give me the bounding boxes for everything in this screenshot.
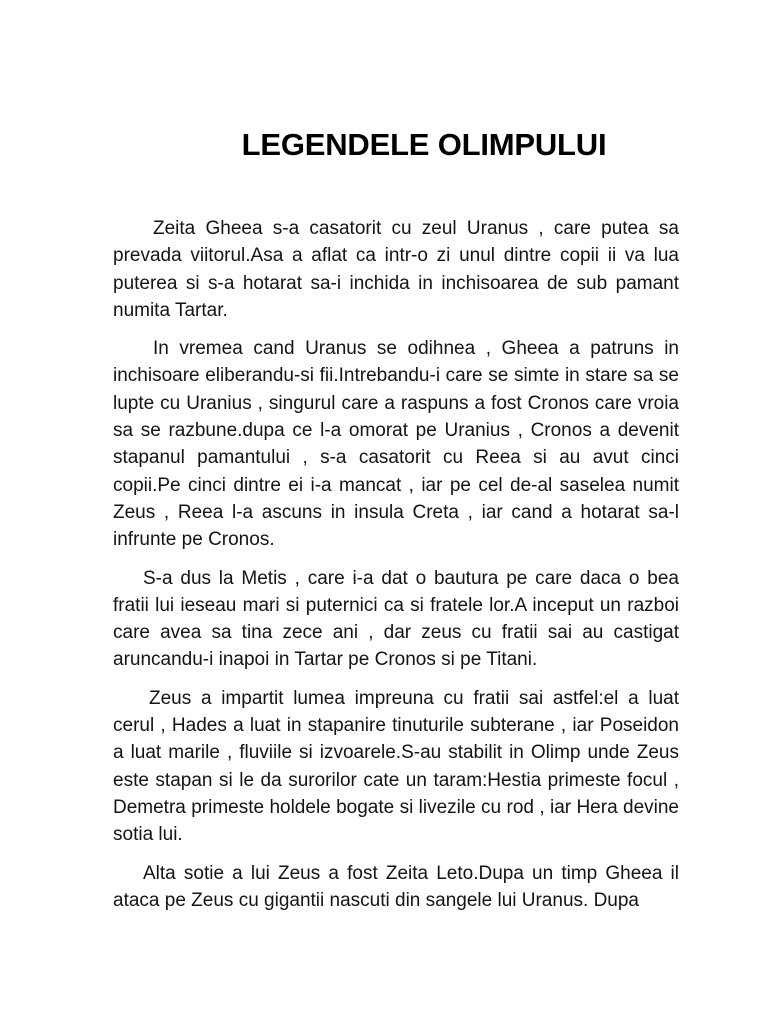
paragraph-4: Zeus a impartit lumea impreuna cu fratii sai astfel:el a luat cerul , Hades a luat in stapanire tinuturile subterane , iar Poseidon a luat marile , fluviile si izvoarele.S-au stabilit in Olimp unde Zeus este stapan si le da surorilor cate un taram:Hestia primeste focul , Demetra primeste holdele bogate si livezile cu rod , iar Hera devine sotia lui. [113, 687, 679, 846]
document-title: LEGENDELE OLIMPULUI [241, 127, 607, 162]
paragraph-5: Alta sotie a lui Zeus a fost Zeita Leto.Dupa un timp Gheea il ataca pe Zeus cu gigantii nascuti din sangele lui Uranus. Dupa [113, 862, 679, 911]
paragraph-3: S-a dus la Metis , care i-a dat o bautura pe care daca o bea fratii lui ieseau mari si puternici ca si fratele lor.A inceput un razboi care avea sa tina zece ani , dar zeus cu fratii sai au castigat aruncandu-i inapoi in Tartar pe Cronos si pe Titani. [113, 567, 679, 671]
document-body [113, 215, 679, 925]
paragraph-2: In vremea cand Uranus se odihnea , Gheea a patruns in inchisoare eliberandu-si fii.Intrebandu-i care se simte in stare sa se lupte cu Uranius , singurul care a raspuns a fost Cronos care vroia sa se razbune.dupa ce l-a omorat pe Uranius , Cronos a devenit stapanul pamantului , s-a casatorit cu Reea si au avut cinci copii.Pe cinci dintre ei i-a mancat , iar pe cel de-al saselea numit Zeus , Reea l-a ascuns in insula Creta , iar cand a hotarat sa-l infrunte pe Cronos. [113, 338, 679, 551]
paragraph-1: Zeita Gheea s-a casatorit cu zeul Uranus , care putea sa prevada viitorul.Asa a aflat ca intr-o zi unul dintre copii ii va lua puterea si s-a hotarat sa-i inchida in inchisoarea de sub pamant numita Tartar. [113, 218, 679, 321]
